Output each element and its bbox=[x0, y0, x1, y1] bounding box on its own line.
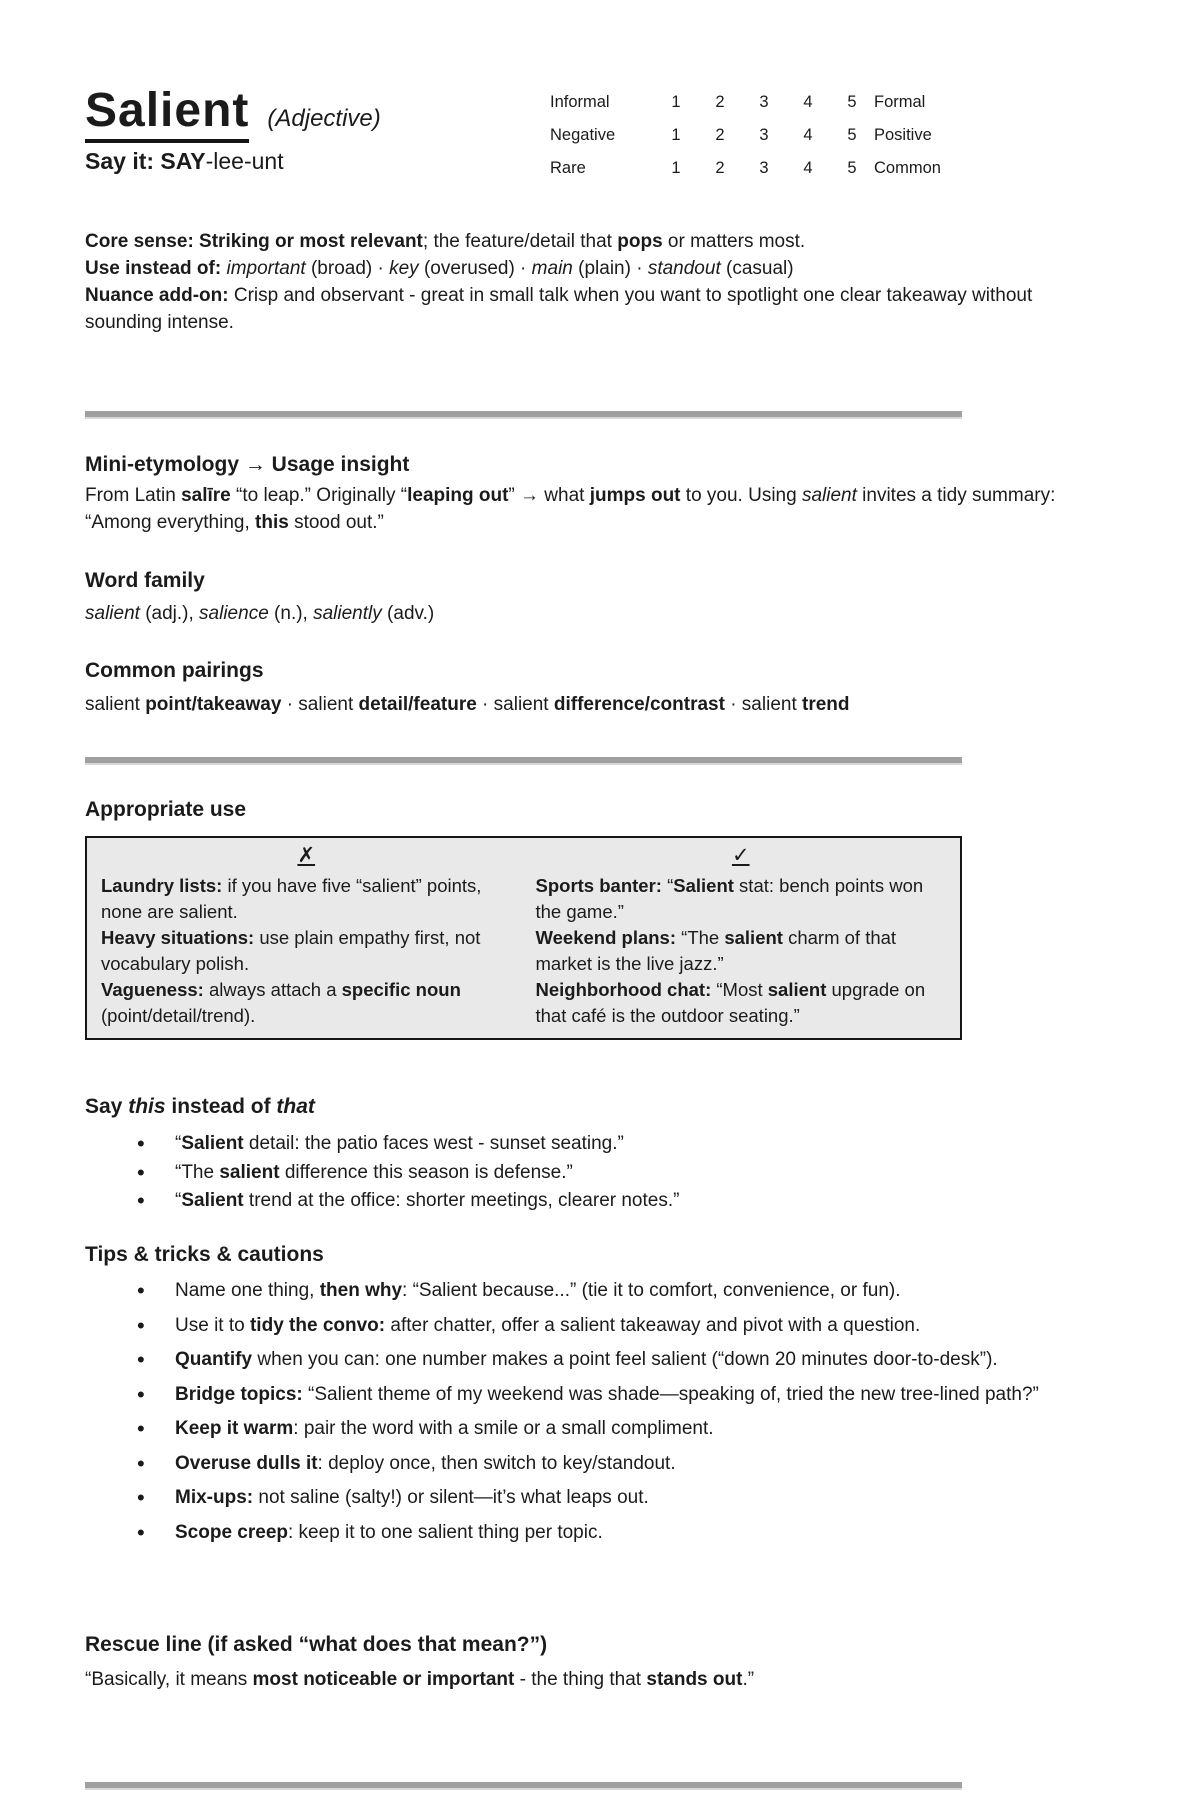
good-usage-item: Neighborhood chat: “Most salient upgrade on that café is the outdoor seating.” bbox=[535, 979, 926, 1026]
tip-bullet: • Overuse dulls it: deploy once, then switch to key/standout. bbox=[175, 1451, 1097, 1478]
usage-table-header bbox=[101, 843, 946, 873]
core-sense-line: Core sense: Striking or most relevant; the feature/detail that pops or matters most. bbox=[85, 231, 806, 252]
etymology-body: From Latin salīre “to leap.” Originally “leaping out” → what jumps out to you. Using salient invites a tidy summary: “Among everything, this stood out.” bbox=[85, 485, 1056, 533]
tips-heading: Tips & tricks & cautions bbox=[85, 1243, 324, 1266]
say-this-heading: Say this instead of that bbox=[85, 1095, 315, 1118]
scale-number: 1 bbox=[671, 93, 681, 111]
scale-number: 2 bbox=[715, 93, 725, 111]
example-bullet: • “The salient difference this season is defense.” bbox=[175, 1159, 1097, 1188]
scale-right-label: Common bbox=[874, 159, 941, 177]
scale-number: 5 bbox=[847, 159, 857, 177]
tip-bullet: • Mix-ups: not saline (salty!) or silent—it’s what leaps out. bbox=[175, 1485, 1097, 1512]
scale-right-label: Positive bbox=[874, 126, 932, 144]
core-sense-block bbox=[85, 228, 1097, 336]
scale-number: 2 bbox=[715, 159, 725, 177]
header bbox=[85, 86, 381, 143]
scale-number: 3 bbox=[759, 159, 769, 177]
scale-row-sentiment bbox=[550, 119, 1110, 152]
register-scale-table bbox=[550, 86, 1110, 185]
x-mark-icon: ✗ bbox=[297, 844, 316, 867]
section-divider bbox=[85, 411, 962, 419]
tips-list bbox=[85, 1278, 1097, 1554]
scale-row-formality bbox=[550, 86, 1110, 119]
rescue-heading: Rescue line (if asked “what does that mean?”) bbox=[85, 1633, 548, 1656]
pairings-heading: Common pairings bbox=[85, 659, 264, 682]
example-bullet: • “Salient detail: the patio faces west - sunset seating.” bbox=[175, 1130, 1097, 1159]
use-instead-line: Use instead of: important (broad) · key (overused) · main (plain) · standout (casual) bbox=[85, 258, 794, 279]
word-family-heading: Word family bbox=[85, 569, 205, 592]
scale-left-label: Negative bbox=[550, 126, 616, 144]
scale-left-label: Rare bbox=[550, 159, 586, 177]
tip-bullet: • Keep it warm: pair the word with a smile or a small compliment. bbox=[175, 1416, 1097, 1443]
scale-number: 2 bbox=[715, 126, 725, 144]
example-bullet: • “Salient trend at the office: shorter meetings, clearer notes.” bbox=[175, 1187, 1097, 1216]
scale-row-frequency bbox=[550, 152, 1110, 185]
scale-left-label: Informal bbox=[550, 93, 610, 111]
pronunciation-line: Say it: SAY-lee-unt bbox=[85, 148, 284, 174]
pairings-body: salient point/takeaway · salient detail/feature · salient difference/contrast · salient trend bbox=[85, 694, 850, 715]
usage-table-body bbox=[101, 873, 946, 1029]
check-mark-icon: ✓ bbox=[731, 844, 750, 867]
tip-bullet: • Quantify when you can: one number makes a point feel salient (“down 20 minutes door-to-desk”). bbox=[175, 1347, 1097, 1374]
good-usage-item: Weekend plans: “The salient charm of that market is the live jazz.” bbox=[535, 927, 897, 974]
bad-usage-item: Vagueness: always attach a specific noun (point/detail/trend). bbox=[101, 979, 461, 1026]
appropriate-use-heading: Appropriate use bbox=[85, 798, 247, 821]
bad-usage-column bbox=[101, 873, 512, 1029]
scale-number: 4 bbox=[803, 159, 813, 177]
say-this-list bbox=[85, 1130, 1097, 1216]
section-divider bbox=[85, 757, 962, 765]
bad-usage-item: Laundry lists: if you have five “salient” points, none are salient. bbox=[101, 875, 482, 922]
scale-number: 4 bbox=[803, 93, 813, 111]
scale-number: 3 bbox=[759, 93, 769, 111]
part-of-speech: (Adjective) bbox=[267, 105, 381, 132]
scale-number: 1 bbox=[671, 159, 681, 177]
bottom-divider bbox=[85, 1782, 962, 1790]
scale-number: 5 bbox=[847, 126, 857, 144]
rescue-body: “Basically, it means most noticeable or important - the thing that stands out.” bbox=[85, 1669, 755, 1690]
tip-bullet: • Name one thing, then why: “Salient because...” (tie it to comfort, convenience, or fun). bbox=[175, 1278, 1097, 1305]
tip-bullet: • Scope creep: keep it to one salient thing per topic. bbox=[175, 1520, 1097, 1547]
bad-usage-item: Heavy situations: use plain empathy first, not vocabulary polish. bbox=[101, 927, 481, 974]
page-title: Salient bbox=[85, 86, 249, 143]
nuance-line: Nuance add-on: Crisp and observant - great in small talk when you want to spotlight one clear takeaway without sounding intense. bbox=[85, 285, 1033, 333]
scale-right-label: Formal bbox=[874, 93, 926, 111]
etymology-heading: Mini-etymology → Usage insight bbox=[85, 453, 410, 476]
scale-number: 3 bbox=[759, 126, 769, 144]
tip-bullet: • Bridge topics: “Salient theme of my weekend was shade—speaking of, tried the new tree-lined path?” bbox=[175, 1382, 1097, 1409]
good-usage-item: Sports banter: “Salient stat: bench points won the game.” bbox=[535, 875, 924, 922]
tip-bullet: • Use it to tidy the convo: after chatter, offer a salient takeaway and pivot with a question. bbox=[175, 1313, 1097, 1340]
scale-number: 4 bbox=[803, 126, 813, 144]
word-family-body: salient (adj.), salience (n.), saliently (adv.) bbox=[85, 603, 435, 624]
scale-number: 5 bbox=[847, 93, 857, 111]
usage-table bbox=[85, 836, 962, 1040]
scale-number: 1 bbox=[671, 126, 681, 144]
good-usage-column bbox=[536, 873, 947, 1029]
